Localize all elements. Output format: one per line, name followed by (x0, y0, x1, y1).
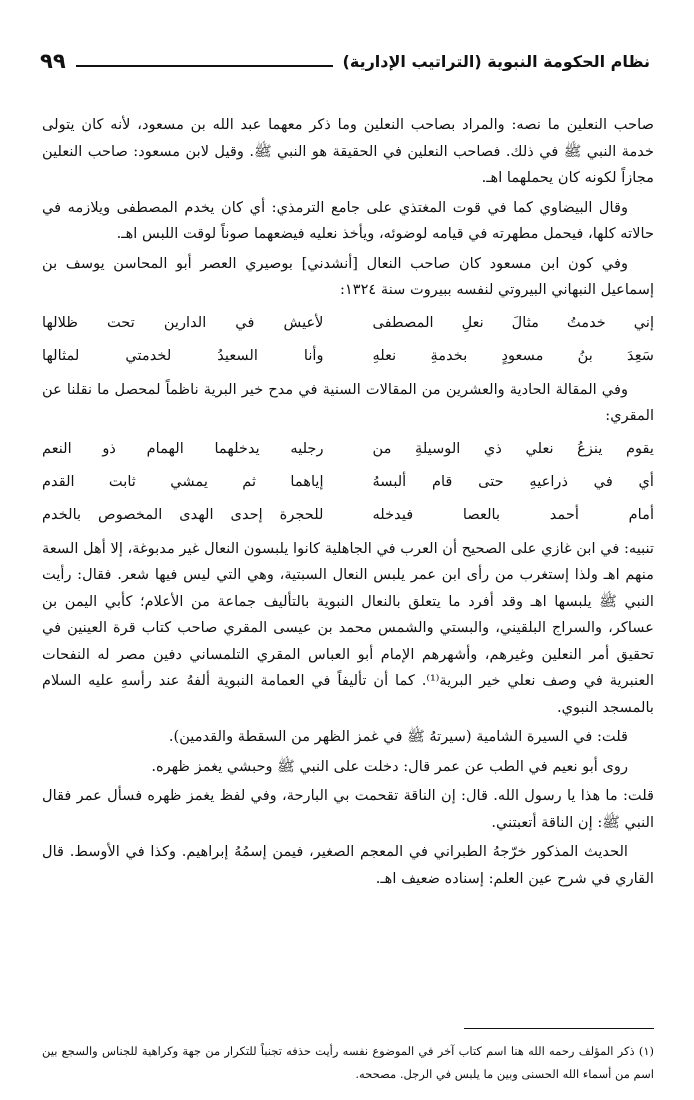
paragraph: الحديث المذكور خرّجهُ الطبراني في المعجم الصغير، فيمن إسمُهُ إبراهيم. وكذا في الأوسط. قال القاري في شرح عين العلم: إسناده ضعيف اهـ. (42, 843, 654, 887)
paragraph: وقال البيضاوي كما في قوت المغتذي على جامع الترمذي: أي كان يخدم المصطفى ويلازمه في حالاته كلها، فيحمل مطهرته في قيامه لوضوئه، ويأخذ نعليه فيضعهما صوناً لوقت اللبس اهـ. (42, 198, 654, 242)
poem-verse (42, 340, 654, 373)
footnote-rule (464, 1028, 654, 1029)
verse-first-hemistich: أمام أحمد بالعصا فيدخله (372, 505, 654, 523)
verse-first-hemistich: إني خدمتُ مثالَ نعلِ المصطفى (372, 313, 654, 331)
verse-first-hemistich: يقوم ينزعُ نعلي ذي الوسيلةِ من (372, 439, 654, 457)
verse-second-hemistich: إياهما ثم يمشي ثابت القدم (42, 472, 324, 490)
verse-second-hemistich: رجليه يدخلهما الهمام ذو النعم (42, 439, 324, 457)
page-body (42, 112, 654, 895)
poem-verse (42, 433, 654, 466)
paragraph-tanbih: تنبيه: في ابن غازي على الصحيح أن العرب في الجاهلية كانوا يلبسون النعال غير مدبوغة، إلا أهل السعة منهم اهـ ولذا إستغرب من رأى ابن عمر يلبس النعال السبتية، وهي التي ليس فيها شعر. فقال: رأيت النبي ﷺ يلبسها اهـ وقد أفرد ما يتعلق بالنعال النبوية بالتأليف جماعة من الأعلام؛ كأبي اليمن بن عساكر، والسراج البلقيني، والبستي والشمس محمد بن عيسى المقري صاحب كتاب قرة العينين في تحقيق أمر النعلين وغيرهم، وأشهرهم الإمام أبو العباس المقري التلمساني دفين مصر له النفحات العنبرية في وصف نعلي خير البرية⁽¹⁾. كما أن تأليفاً في العمامة النبوية ألفهُ عند رأسهِ عليه السلام بالمسجد النبوي. (42, 539, 655, 716)
paragraph: قلت: ما هذا يا رسول الله. قال: إن الناقة تقحمت بي البارحة، وفي لفظ يغمز ظهره فسأل عمر فقال النبي ﷺ: إن الناقة أتعبتني. (42, 787, 654, 831)
poem-verse (42, 307, 654, 340)
poem-maqalat (42, 433, 654, 532)
poem-nabhani (42, 307, 654, 373)
header-title: نظام الحكومة النبوية (التراتيب الإدارية) (342, 51, 650, 71)
paragraph: روى أبو نعيم في الطب عن عمر قال: دخلت على النبي ﷺ وحبشي يغمز ظهره. (151, 757, 628, 775)
poem-verse (42, 499, 654, 532)
running-header (40, 44, 650, 78)
page-number: ٩٩ (40, 49, 66, 73)
paragraph: قلت: في السيرة الشامية (سيرتهُ ﷺ في غمز الظهر من السقطة والقدمين). (168, 728, 628, 745)
verse-first-hemistich: أي في ذراعيهِ حتى قام ألبسهُ (372, 472, 654, 490)
paragraph: وفي المقالة الحادية والعشرين من المقالات السنية في مدح خير البرية ناظماً لمحصل ما نقلنا عن المقري: (42, 380, 654, 424)
verse-second-hemistich: للحجرة إحدى الهدى المخصوص بالخدم (42, 505, 324, 523)
paragraph: وفي كون ابن مسعود كان صاحب النعال [أنشدني] بوصيري العصر أبو المحاسن يوسف بن إسماعيل النبهاني البيروتي لنفسه ببيروت سنة ١٣٢٤: (42, 254, 654, 298)
paragraph: صاحب النعلين ما نصه: والمراد بصاحب النعلين وما ذكر معهما عبد الله بن مسعود، لأنه كان يتولى خدمة النبي ﷺ في ذلك. فصاحب النعلين في الحقيقة هو النبي ﷺ. وقيل لابن مسعود: صاحب النعلين مجازاً لكونه كان يحملهما اهـ. (42, 116, 654, 186)
header-rule (76, 65, 333, 67)
verse-second-hemistich: لأعيش في الدارين تحت ظلالها (42, 313, 324, 331)
footnote: (١) ذكر المؤلف رحمه الله هنا اسم كتاب آخر في الموضوع نفسه رأيت حذفه تجنباً للتكرار من جهة وكراهية للجناس والسجع بين اسم من أسماء الله الحسنى وبين ما يلبس في الرجل. مصححه. (42, 1044, 654, 1081)
verse-first-hemistich: سَعِدَ بنُ مسعودٍ بخدمةِ نعلهِ (372, 346, 654, 364)
verse-second-hemistich: وأنا السعيدُ لخدمتي لمثالها (42, 346, 324, 364)
poem-verse (42, 466, 654, 499)
